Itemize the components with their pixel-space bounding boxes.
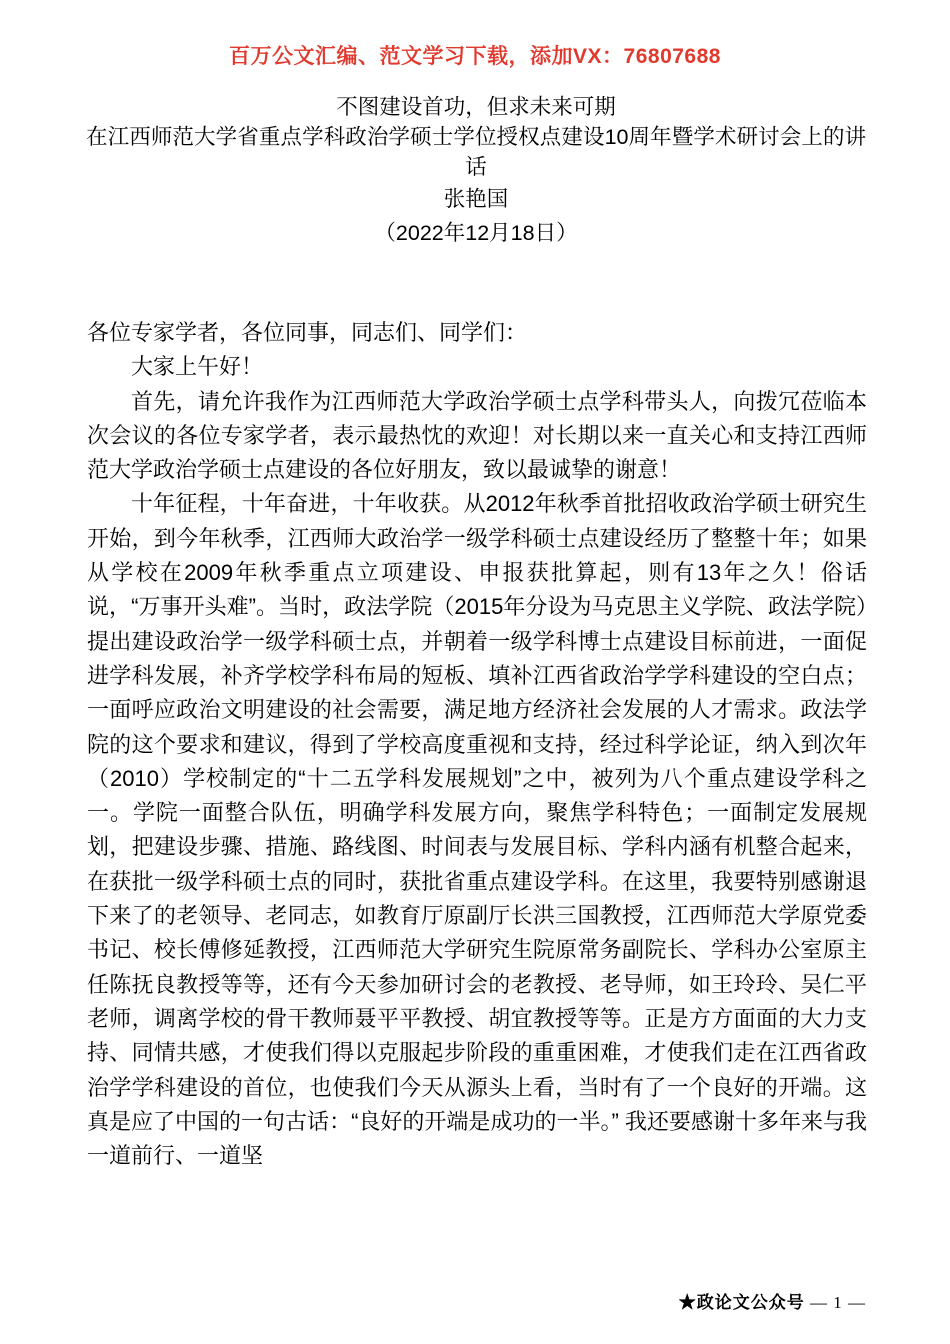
page-number: 1: [833, 1293, 843, 1312]
document-body: [87, 316, 867, 1173]
document-title-line-1: 不图建设首功，但求未来可期: [336, 95, 616, 119]
document-author: 张艳国: [443, 187, 509, 211]
title-block: [86, 92, 866, 249]
page-dash-right: —: [848, 1293, 866, 1312]
promo-banner: 百万公文汇编、范文学习下载，添加VX：76807688: [229, 45, 721, 68]
footer-content: [679, 1288, 866, 1313]
welcome-paragraph: 首先，请允许我作为江西师范大学政治学硕士点学科带头人，向拨冗莅临本次会议的各位专家学者，表示最热忱的欢迎！对长期以来一直关心和支持江西师范大学政治学硕士点建设的各位好朋友，致以最诚挚的谢意！: [87, 388, 867, 483]
greeting-paragraph: 大家上午好！: [131, 354, 264, 380]
footer-watermark: ★政论文公众号: [678, 1293, 805, 1312]
document-date: （2022年12月18日）: [374, 221, 578, 245]
page-dash-left: —: [810, 1293, 828, 1312]
history-paragraph: 十年征程，十年奋进，十年收获。从2012年秋季首批招收政治学硕士研究生开始，到今年秋季，江西师大政治学一级学科硕士点建设经历了整整十年；如果从学校在2009年秋季重点立项建设、申报获批算起，则有13年之久！俗话说，“万事开头难”。当时，政法学院（2015年分设为马克思主义学院、政法学院）提出建设政治学一级学科硕士点，并朝着一级学科博士点建设目标前进，一面促进学科发展，补齐学校学科布局的短板、填补江西省政治学学科建设的空白点；一面呼应政治文明建设的社会需要，满足地方经济社会发展的人才需求。政法学院的这个要求和建议，得到了学校高度重视和支持，经过科学论证，纳入到次年（2010）学校制定的“十二五学科发展规划”之中，被列为八个重点建设学科之一。学院一面整合队伍，明确学科发展方向，聚焦学科特色；一面制定发展规划，把建设步骤、措施、路线图、时间表与发展目标、学科内涵有机整合起来，在获批一级学科硕士点的同时，获批省重点建设学科。在这里，我要特别感谢退下来了的老领导、老同志，如教育厅原副厅长洪三国教授，江西师范大学原党委书记、校长傅修延教授，江西师范大学研究生院原常务副院长、学科办公室原主任陈抚良教授等等，还有今天参加研讨会的老教授、老导师，如王玲玲、吴仁平老师，调离学校的骨干教师聂平平教授、胡宜教授等等。正是方方面面的大力支持、同情共感，才使我们得以克服起步阶段的重重困难，才使我们走在江西省政治学学科建设的首位，也使我们今天从源头上看，当时有了一个良好的开端。这真是应了中国的一句古话：“良好的开端是成功的一半。” 我还要感谢十多年来与我一道前行、一道坚: [87, 491, 867, 1169]
document-title-line-2: 在江西师范大学省重点学科政治学硕士学位授权点建设10周年暨学术研讨会上的讲话: [86, 125, 866, 179]
salutation-paragraph: 各位专家学者，各位同事，同志们、同学们：: [87, 320, 528, 345]
